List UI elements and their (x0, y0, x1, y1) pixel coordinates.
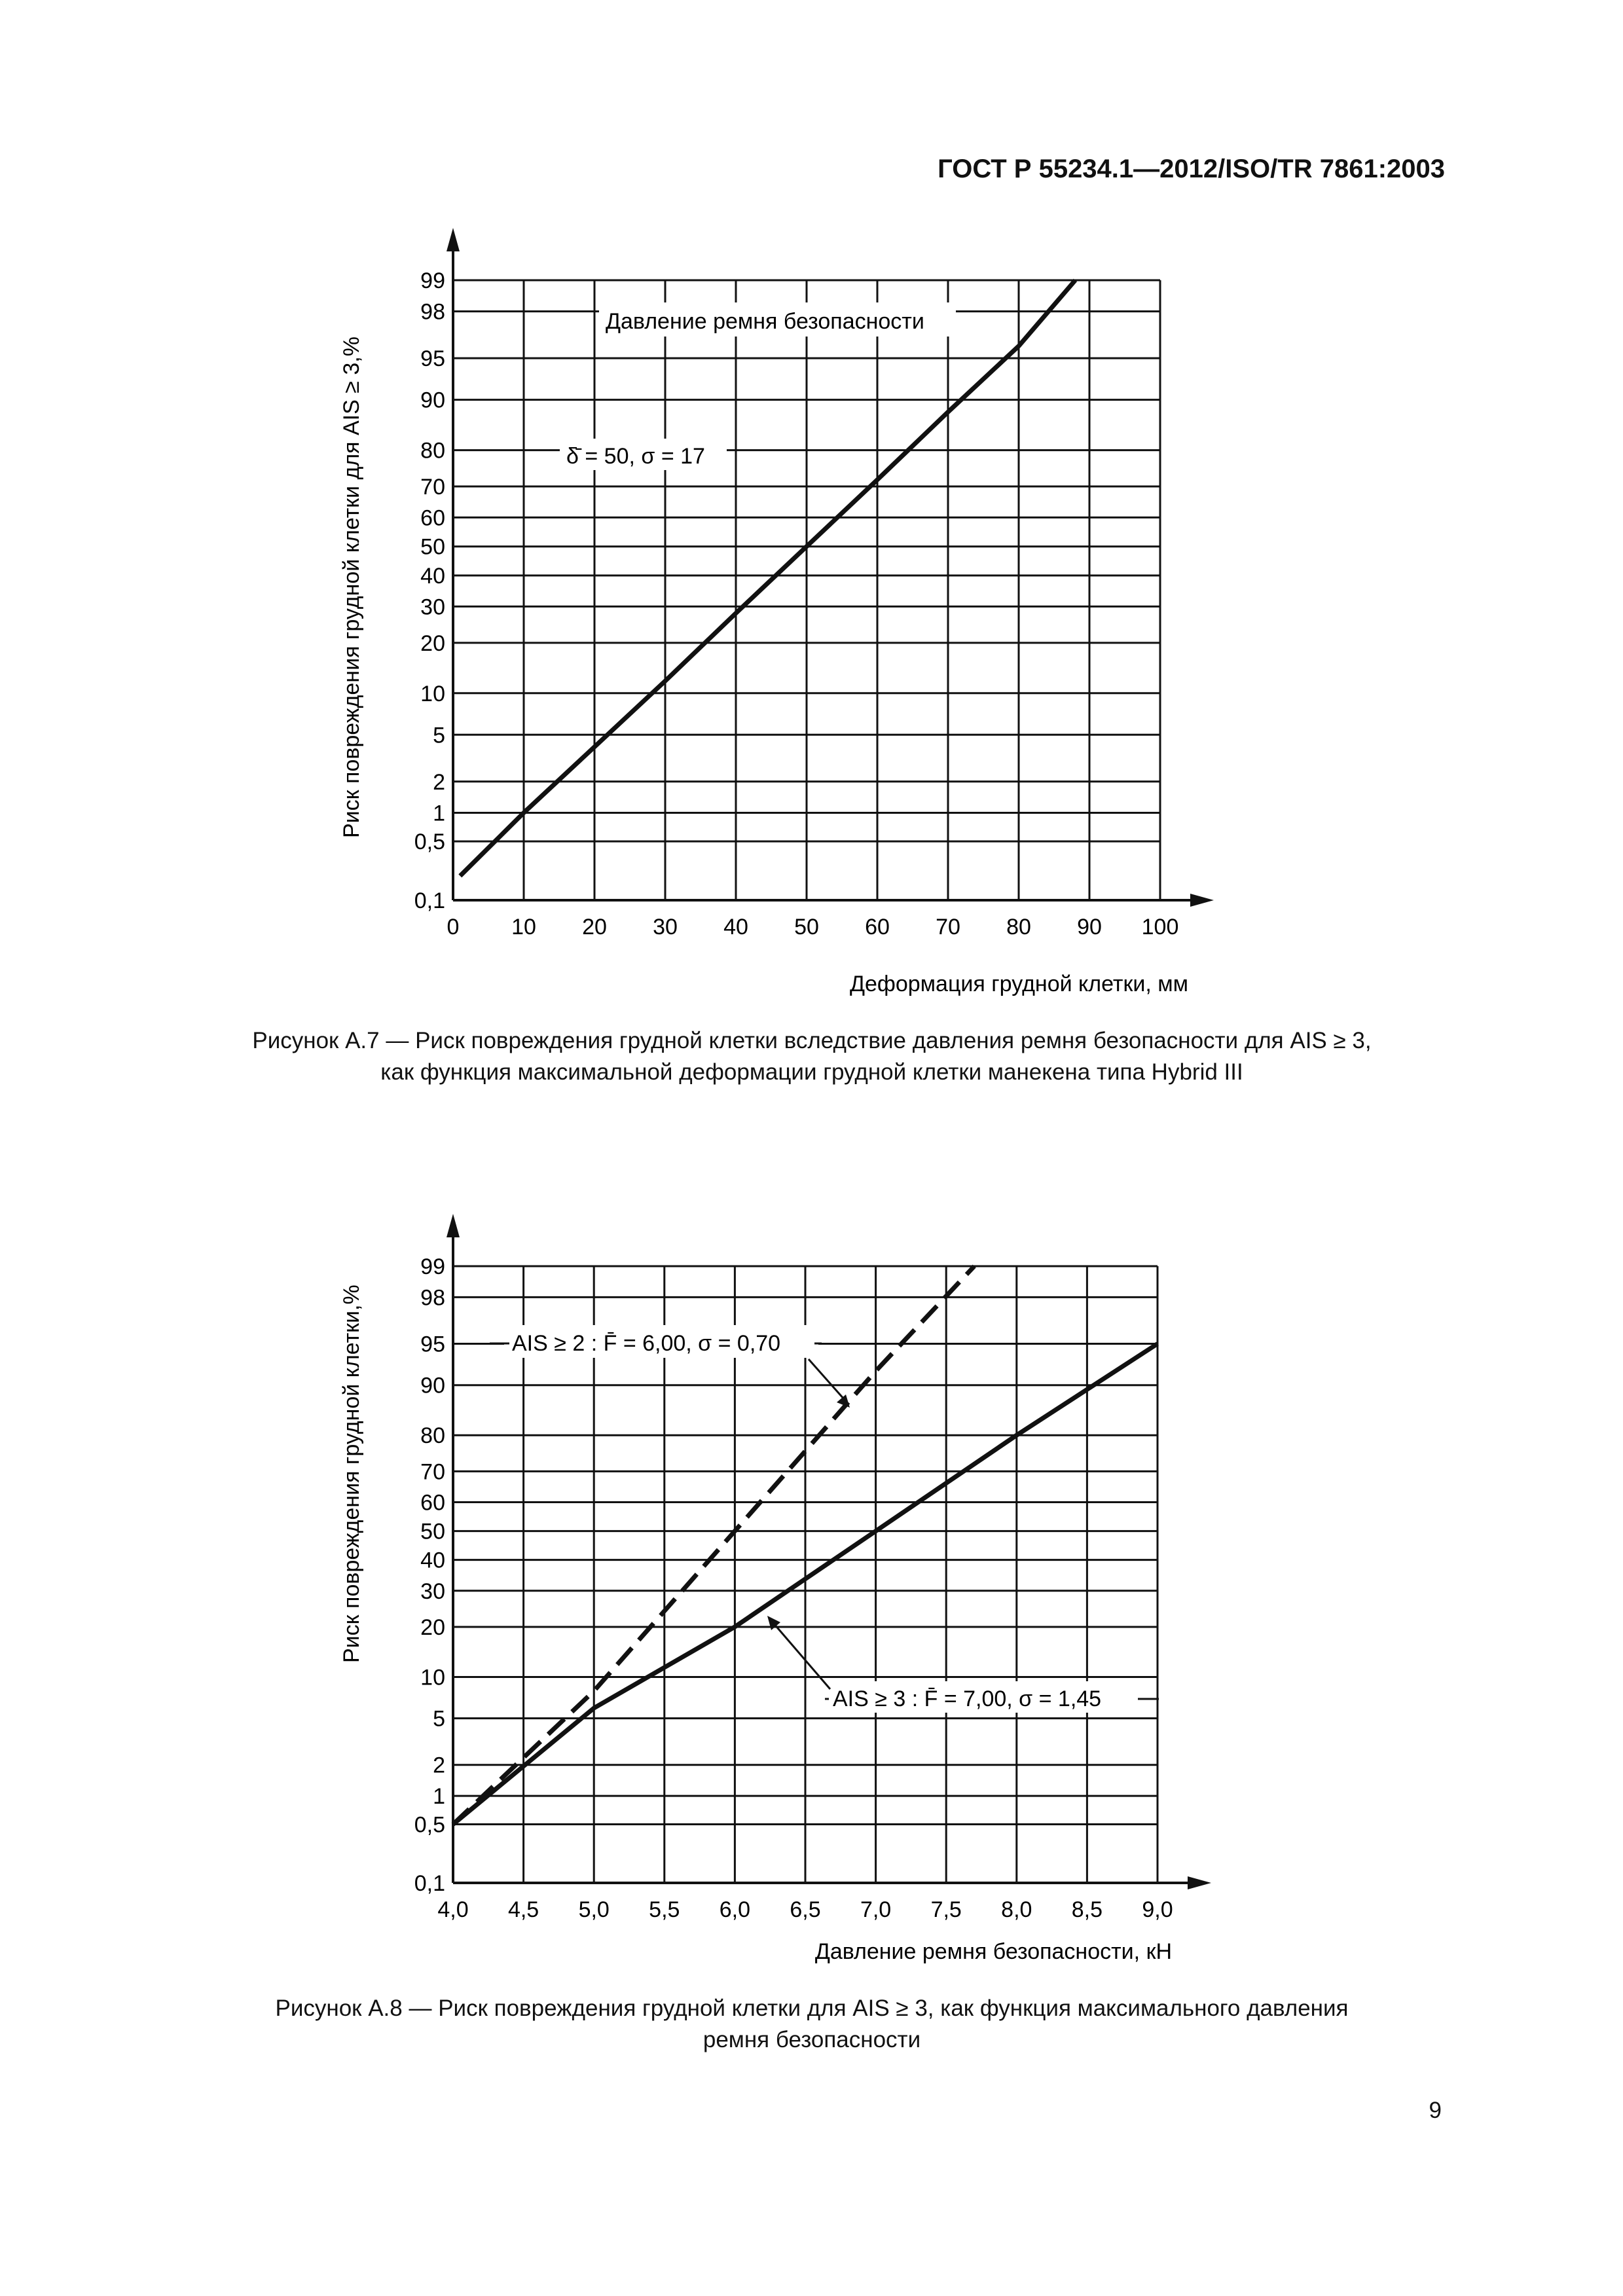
y-tick-label: 0,1 (414, 888, 445, 913)
y-tick-label: 20 (420, 630, 445, 656)
annotation-params: δ̄ = 50, σ = 17 (566, 444, 705, 469)
caption-a8 (98, 1993, 1525, 2056)
x-tick-label: 0 (447, 915, 460, 939)
annotation-ais2: AIS ≥ 2 : F̄ = 6,00, σ = 0,70 (512, 1331, 781, 1356)
y-axis-arrow (447, 1214, 460, 1237)
x-axis-arrow (1188, 1876, 1211, 1889)
chart-a8-xlabel: Давление ремня безопасности, кН (814, 1939, 1172, 1964)
y-tick-label: 0,5 (414, 829, 445, 855)
y-tick-label: 40 (420, 1548, 445, 1573)
y-tick-label: 50 (420, 1519, 445, 1544)
x-tick-label: 10 (511, 915, 536, 939)
x-tick-label: 9,0 (1142, 1897, 1173, 1922)
y-tick-label: 5 (433, 723, 445, 748)
chart-a8-ylabel: Риск повреждения грудной клетки,% (339, 1285, 364, 1663)
chart-a7-ylabel: Риск повреждения грудной клетки для AIS ≥ 3,% (339, 337, 364, 838)
y-tick-label: 30 (420, 1578, 445, 1604)
y-tick-label: 5 (433, 1706, 445, 1732)
x-tick-label: 100 (1141, 915, 1179, 939)
x-tick-label: 5,0 (578, 1897, 610, 1922)
y-tick-label: 98 (420, 1285, 445, 1311)
x-tick-label: 4,0 (437, 1897, 469, 1922)
y-tick-label: 2 (433, 769, 445, 795)
x-tick-label: 8,0 (1001, 1897, 1032, 1922)
x-tick-label: 50 (794, 915, 819, 939)
x-tick-label: 7,0 (860, 1897, 892, 1922)
annotation-series-title: Давление ремня безопасности (606, 309, 924, 334)
caption-a8-line1: Рисунок А.8 — Риск повреждения грудной клетки для AIS ≥ 3, как функция максимального давления (275, 1995, 1349, 2021)
page-number: 9 (1429, 2098, 1442, 2123)
y-tick-label: 95 (420, 1332, 445, 1357)
x-tick-label: 8,5 (1071, 1897, 1103, 1922)
x-tick-label: 80 (1006, 915, 1031, 939)
annotation-ais2-pointer (809, 1359, 845, 1400)
document-header: ГОСТ Р 55234.1—2012/ISO/TR 7861:2003 (938, 155, 1445, 183)
y-tick-label: 60 (420, 1490, 445, 1516)
y-tick-label: 20 (420, 1614, 445, 1640)
x-tick-label: 60 (865, 915, 890, 939)
chart-a8-x-ticks (437, 1897, 1173, 1922)
annotation-ais3: AIS ≥ 3 : F̄ = 7,00, σ = 1,45 (833, 1686, 1102, 1711)
y-tick-label: 10 (420, 1665, 445, 1690)
y-tick-label: 95 (420, 346, 445, 372)
caption-a8-line2: ремня безопасности (702, 2027, 921, 2052)
caption-a7-line2: как функция максимальной деформации грудной клетки манекена типа Hybrid III (380, 1059, 1243, 1085)
y-tick-label: 99 (420, 1254, 445, 1279)
x-tick-label: 40 (723, 915, 748, 939)
x-tick-label: 7,5 (930, 1897, 962, 1922)
y-tick-label: 90 (420, 388, 445, 413)
x-tick-label: 70 (936, 915, 960, 939)
y-tick-label: 80 (420, 438, 445, 464)
y-tick-label: 10 (420, 681, 445, 706)
y-tick-label: 70 (420, 475, 445, 500)
y-tick-label: 80 (420, 1423, 445, 1449)
chart-a7-xlabel: Деформация грудной клетки, мм (849, 972, 1188, 996)
chart-a8-y-ticks (414, 1254, 445, 1896)
y-tick-label: 99 (420, 268, 445, 293)
y-tick-label: 40 (420, 564, 445, 589)
annotation-ais3-pointer (774, 1624, 830, 1689)
y-tick-label: 50 (420, 534, 445, 560)
x-tick-label: 90 (1077, 915, 1102, 939)
y-tick-label: 2 (433, 1753, 445, 1778)
chart-a8-frame (447, 1214, 1211, 1889)
y-tick-label: 1 (433, 801, 445, 826)
x-tick-label: 6,5 (790, 1897, 821, 1922)
x-tick-label: 4,5 (507, 1897, 539, 1922)
y-tick-label: 98 (420, 299, 445, 325)
x-tick-label: 30 (653, 915, 678, 939)
y-tick-label: 60 (420, 505, 445, 531)
x-tick-label: 6,0 (719, 1897, 751, 1922)
chart-a8-grid (453, 1266, 1158, 1883)
y-tick-label: 70 (420, 1459, 445, 1485)
y-tick-label: 0,5 (414, 1812, 445, 1838)
caption-a7-line1: Рисунок А.7 — Риск повреждения грудной клетки вследствие давления ремня безопасности для AIS ≥ 3, (252, 1028, 1372, 1053)
y-tick-label: 0,1 (414, 1871, 445, 1896)
y-tick-label: 30 (420, 594, 445, 620)
chart-a8-annotation-ais3 (767, 1616, 1159, 1713)
x-tick-label: 20 (582, 915, 607, 939)
y-tick-label: 90 (420, 1373, 445, 1398)
y-tick-label: 1 (433, 1784, 445, 1810)
chart-a8-annotation-ais2 (490, 1325, 850, 1408)
x-tick-label: 5,5 (649, 1897, 680, 1922)
